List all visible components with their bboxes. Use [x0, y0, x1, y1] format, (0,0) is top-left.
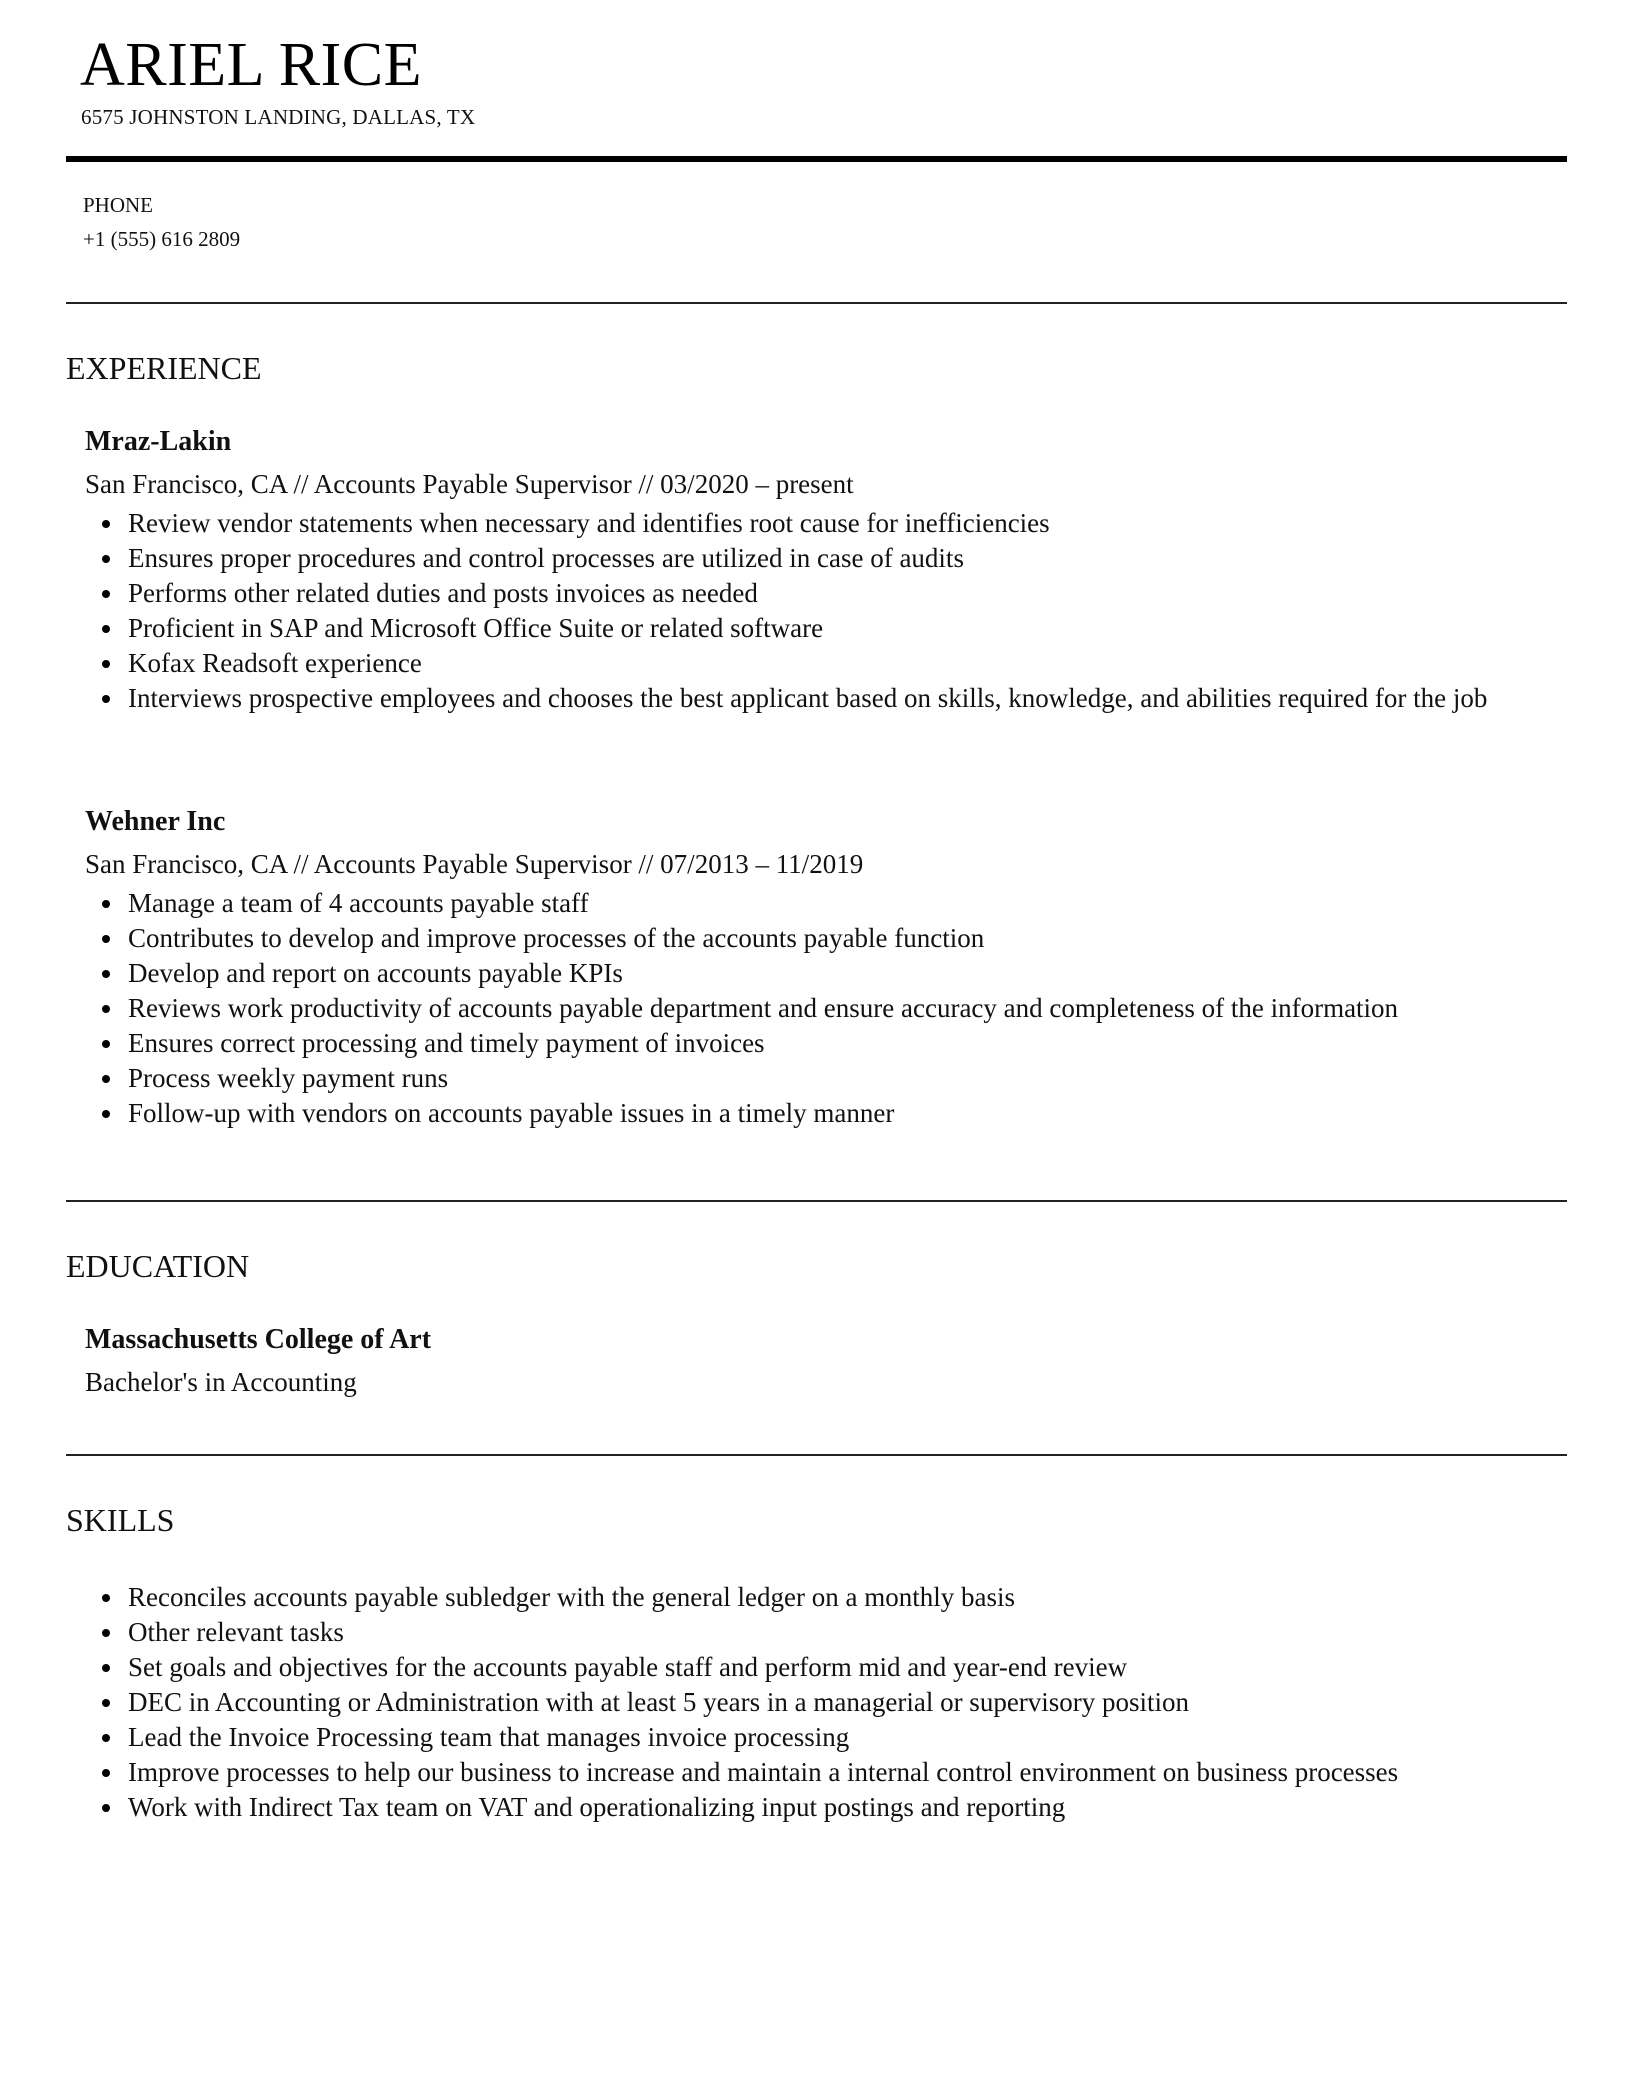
- contact-divider: [66, 302, 1567, 304]
- job-bullet: Ensures correct processing and timely payment of invoices: [85, 1026, 1565, 1061]
- skill-item: Reconciles accounts payable subledger with the general ledger on a monthly basis: [85, 1580, 1565, 1615]
- job-bullet: Follow-up with vendors on accounts payable issues in a timely manner: [85, 1096, 1565, 1131]
- job-bullet: Interviews prospective employees and chooses the best applicant based on skills, knowledge, and abilities required for the job: [85, 681, 1565, 716]
- school-name: Massachusetts College of Art: [85, 1324, 432, 1355]
- skill-item: Other relevant tasks: [85, 1615, 1565, 1650]
- candidate-name: ARIEL RICE: [80, 31, 422, 99]
- job-bullet: Manage a team of 4 accounts payable staff: [85, 886, 1565, 921]
- job-bullet: Process weekly payment runs: [85, 1061, 1565, 1096]
- job-entry: [85, 424, 1565, 716]
- education-entry: [85, 1322, 1565, 1400]
- phone-label: PHONE: [83, 193, 154, 217]
- job-details: San Francisco, CA // Accounts Payable Supervisor // 07/2013 – 11/2019: [85, 849, 864, 879]
- skill-item: Improve processes to help our business to increase and maintain a internal control environment on business processes: [85, 1755, 1565, 1790]
- education-heading: EDUCATION: [66, 1248, 250, 1284]
- skills-list: [85, 1580, 1565, 1825]
- skill-item: DEC in Accounting or Administration with at least 5 years in a managerial or supervisory position: [85, 1685, 1565, 1720]
- header-divider: [66, 156, 1567, 162]
- phone-value: +1 (555) 616 2809: [83, 227, 241, 251]
- skill-item: Lead the Invoice Processing team that manages invoice processing: [85, 1720, 1565, 1755]
- candidate-address: 6575 JOHNSTON LANDING, DALLAS, TX: [81, 105, 476, 129]
- skill-item: Set goals and objectives for the accounts payable staff and perform mid and year-end review: [85, 1650, 1565, 1685]
- skills-heading: SKILLS: [66, 1502, 175, 1538]
- job-bullet: Develop and report on accounts payable KPIs: [85, 956, 1565, 991]
- skills-list-block: [85, 1576, 1565, 1825]
- job-bullet: Reviews work productivity of accounts payable department and ensure accuracy and completeness of the information: [85, 991, 1565, 1026]
- job-bullet: Ensures proper procedures and control processes are utilized in case of audits: [85, 541, 1565, 576]
- education-divider: [66, 1454, 1567, 1456]
- job-bullet: Review vendor statements when necessary and identifies root cause for inefficiencies: [85, 506, 1565, 541]
- job-bullets: [85, 886, 1565, 1131]
- job-company: Wehner Inc: [85, 806, 226, 837]
- experience-divider: [66, 1200, 1567, 1202]
- experience-heading: EXPERIENCE: [66, 350, 262, 386]
- job-bullet: Proficient in SAP and Microsoft Office Suite or related software: [85, 611, 1565, 646]
- job-bullets: [85, 506, 1565, 716]
- job-company: Mraz-Lakin: [85, 426, 232, 457]
- degree: Bachelor's in Accounting: [85, 1367, 357, 1397]
- job-bullet: Performs other related duties and posts invoices as needed: [85, 576, 1565, 611]
- skill-item: Work with Indirect Tax team on VAT and operationalizing input postings and reporting: [85, 1790, 1565, 1825]
- job-bullet: Kofax Readsoft experience: [85, 646, 1565, 681]
- job-entry: [85, 804, 1565, 1131]
- job-bullet: Contributes to develop and improve processes of the accounts payable function: [85, 921, 1565, 956]
- job-details: San Francisco, CA // Accounts Payable Supervisor // 03/2020 – present: [85, 469, 854, 499]
